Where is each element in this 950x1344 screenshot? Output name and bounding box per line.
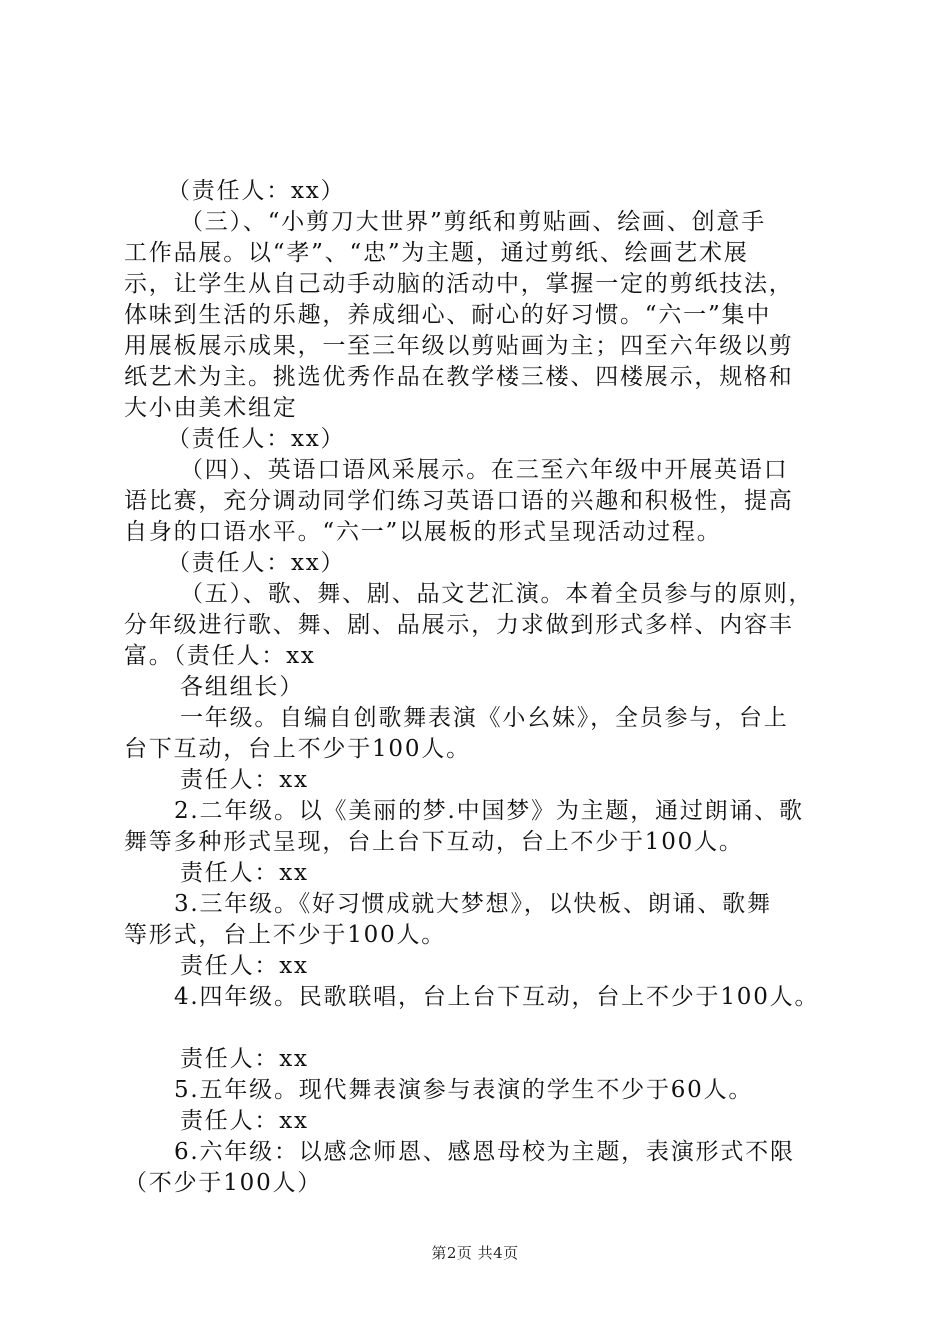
- text-line: 等形式，台上不少于100人。: [124, 922, 447, 948]
- text-line: 4.四年级。民歌联唱，台上台下互动，台上不少于100人。: [174, 984, 820, 1010]
- text-line: 责任人：xx: [180, 860, 309, 886]
- text-line: 2.二年级。以《美丽的梦.中国梦》为主题，通过朗诵、歌: [174, 798, 804, 824]
- text-line: （责任人：xx）: [167, 178, 346, 204]
- text-line: 富。（责任人：xx: [124, 643, 316, 669]
- text-line: （四）、英语口语风采展示。在三至六年级中开展英语口: [180, 457, 789, 483]
- text-line: （不少于100人）: [124, 1170, 323, 1196]
- text-line: 舞等多种形式呈现，台上台下互动，台上不少于100人。: [124, 829, 744, 855]
- text-line: 责任人：xx: [180, 1108, 309, 1134]
- text-line: 台下互动，台上不少于100人。: [124, 736, 471, 762]
- text-line: 用展板展示成果，一至三年级以剪贴画为主；四至六年级以剪: [124, 333, 794, 359]
- text-line: （责任人：xx）: [167, 426, 346, 452]
- text-line: 语比赛，充分调动同学们练习英语口语的兴趣和积极性，提高: [124, 488, 794, 514]
- text-line: 工作品展。以“孝”、“忠”为主题，通过剪纸、绘画艺术展: [124, 240, 749, 266]
- text-line: 一年级。自编自创歌舞表演《小幺妹》，全员参与，台上: [180, 705, 789, 731]
- text-line: 示，让学生从自己动手动脑的活动中，掌握一定的剪纸技法，: [124, 271, 794, 297]
- text-line: 纸艺术为主。挑选优秀作品在教学楼三楼、四楼展示，规格和: [124, 364, 794, 390]
- text-line: 5.五年级。现代舞表演参与表演的学生不少于60人。: [174, 1077, 754, 1103]
- text-line: 6.六年级：以感念师恩、感恩母校为主题，表演形式不限: [174, 1139, 795, 1165]
- text-line: 责任人：xx: [180, 767, 309, 793]
- text-line: （三）、“小剪刀大世界”剪纸和剪贴画、绘画、创意手: [180, 209, 767, 235]
- text-line: （责任人：xx）: [167, 550, 346, 576]
- text-line: 各组组长）: [180, 674, 304, 700]
- text-line: 自身的口语水平。“六一”以展板的形式呈现活动过程。: [124, 519, 722, 545]
- text-line: 大小由美术组定: [124, 395, 298, 421]
- text-line: 责任人：xx: [180, 953, 309, 979]
- text-line: 责任人：xx: [180, 1046, 309, 1072]
- page-number-footer: 第2页 共4页: [431, 1244, 519, 1262]
- text-line: （五）、歌、舞、剧、品文艺汇演。本着全员参与的原则，: [180, 581, 814, 607]
- text-line: 体味到生活的乐趣，养成细心、耐心的好习惯。“六一”集中: [124, 302, 772, 328]
- text-line: 分年级进行歌、舞、剧、品展示，力求做到形式多样、内容丰: [124, 612, 794, 638]
- text-line: 3.三年级。《好习惯成就大梦想》，以快板、朗诵、歌舞: [174, 891, 772, 917]
